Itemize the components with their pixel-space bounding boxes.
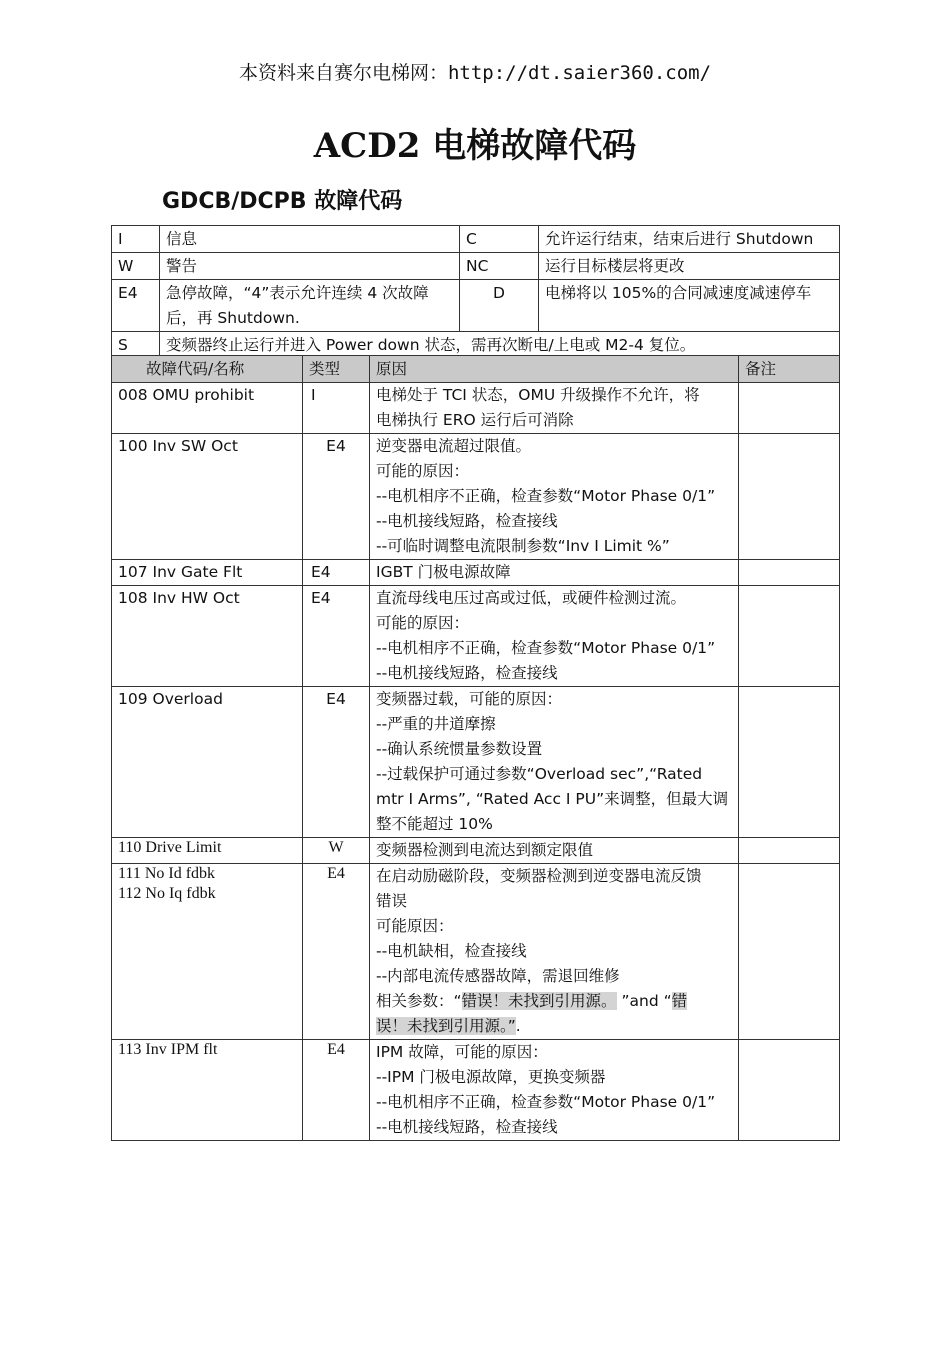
fault-code-line: 109 Overload: [118, 690, 223, 708]
table-header-row: [112, 356, 840, 383]
reason-line: 整不能超过 10%: [376, 815, 493, 833]
fault-reason: [370, 864, 739, 1040]
fault-code-line: 108 Inv HW Oct: [118, 589, 240, 607]
legend-row: [112, 226, 840, 253]
type-legend-table: [111, 225, 840, 359]
reason-line: 电梯处于 TCI 状态，OMU 升级操作不允许，将: [376, 386, 700, 404]
section-title: GDCB/DCPB 故障代码: [162, 189, 403, 214]
reason-line: --可临时调整电流限制参数“Inv I Limit %”: [376, 537, 670, 555]
table-row: [112, 560, 840, 586]
reference-error: 错: [671, 992, 688, 1010]
reason-line: --电机相序不正确，检查参数“Motor Phase 0/1”: [376, 487, 716, 505]
source-note: 本资料来自赛尔电梯网：http://dt.saier360.com/: [238, 62, 712, 84]
reason-text: .: [515, 1017, 521, 1035]
fault-note: [739, 586, 840, 687]
reason-line: IGBT 门极电源故障: [376, 563, 511, 581]
fault-note: [739, 864, 840, 1040]
legend-desc: 警告: [160, 253, 460, 280]
legend-desc: 允许运行结束，结束后进行 Shutdown: [539, 226, 840, 253]
fault-note: [739, 687, 840, 838]
table-row: [112, 864, 840, 1040]
fault-type: E4: [303, 1040, 370, 1141]
fault-note: [739, 838, 840, 864]
reason-line: --电机接线短路，检查接线: [376, 664, 558, 682]
fault-type: W: [303, 838, 370, 864]
reason-line: mtr I Arms”, “Rated Acc I PU”来调整，但最大调: [376, 790, 729, 808]
fault-note: [739, 383, 840, 434]
header-reason: 原因: [370, 356, 739, 383]
fault-code: [112, 687, 303, 838]
reason-line: --严重的井道摩擦: [376, 715, 496, 733]
reason-text: ”and “: [616, 992, 672, 1010]
reason-line: --电机接线短路，检查接线: [376, 1118, 558, 1136]
reason-line: --电机缺相，检查接线: [376, 942, 527, 960]
fault-code: [112, 434, 303, 560]
fault-type: E4: [303, 434, 370, 560]
fault-reason: [370, 687, 739, 838]
fault-code: [112, 864, 303, 1040]
reason-line: --过载保护可通过参数“Overload sec”,“Rated: [376, 765, 703, 783]
fault-code-table: [111, 355, 840, 1141]
reason-line: 变频器过载，可能的原因：: [376, 690, 563, 708]
reason-line: IPM 故障，可能的原因：: [376, 1043, 548, 1061]
fault-reason: [370, 1040, 739, 1141]
reason-line: 可能原因：: [376, 917, 454, 935]
header-type: 类型: [303, 356, 370, 383]
reason-line: --内部电流传感器故障，需退回维修: [376, 967, 620, 985]
reason-line: --电机相序不正确，检查参数“Motor Phase 0/1”: [376, 1093, 716, 1111]
fault-type: E4: [303, 586, 370, 687]
legend-desc: [160, 280, 460, 332]
fault-code: [112, 586, 303, 687]
reason-line: 直流母线电压过高或过低，或硬件检测过流。: [376, 589, 687, 607]
fault-code-line: 008 OMU prohibit: [118, 386, 255, 404]
legend-code: C: [460, 226, 539, 253]
fault-code: [112, 560, 303, 586]
fault-type: I: [303, 383, 370, 434]
legend-code: NC: [460, 253, 539, 280]
table-row: [112, 586, 840, 687]
fault-reason: [370, 383, 739, 434]
reference-error: 误！未找到引用源。”: [376, 1017, 516, 1035]
legend-desc: 变频器终止运行并进入 Power down 状态，需再次断电/上电或 M2-4 复位。: [160, 332, 840, 359]
reason-line: 错误: [376, 892, 408, 910]
legend-row: [112, 253, 840, 280]
reference-error: 错误！未找到引用源。: [461, 992, 617, 1010]
fault-note: [739, 434, 840, 560]
fault-code: [112, 383, 303, 434]
header-code: 故障代码/名称: [112, 356, 303, 383]
fault-code: [112, 1040, 303, 1141]
reason-line: --电机接线短路，检查接线: [376, 512, 558, 530]
fault-code-line: 100 Inv SW Oct: [118, 437, 238, 455]
reason-line: --IPM 门极电源故障，更换变频器: [376, 1068, 606, 1086]
fault-type: E4: [303, 560, 370, 586]
reason-line: 逆变器电流超过限值。: [376, 437, 532, 455]
reason-line: 可能的原因：: [376, 462, 470, 480]
reason-text: 相关参数：“: [376, 992, 462, 1010]
table-row: [112, 1040, 840, 1141]
legend-code: I: [112, 226, 160, 253]
table-row: [112, 383, 840, 434]
fault-type: E4: [303, 687, 370, 838]
fault-reason: [370, 560, 739, 586]
fault-note: [739, 1040, 840, 1141]
reason-line: --电机相序不正确，检查参数“Motor Phase 0/1”: [376, 639, 716, 657]
reason-line: --确认系统惯量参数设置: [376, 740, 543, 758]
legend-code: E4: [112, 280, 160, 332]
fault-reason: [370, 434, 739, 560]
legend-row: [112, 280, 840, 332]
fault-code-line: 111 No Id fdbk: [118, 865, 216, 882]
reason-line: 可能的原因：: [376, 614, 470, 632]
legend-desc-line: 后，再 Shutdown.: [166, 309, 300, 327]
fault-type: E4: [303, 864, 370, 1040]
fault-code-line: 113 Inv IPM flt: [118, 1041, 218, 1058]
fault-code-line: 110 Drive Limit: [118, 839, 222, 856]
fault-note: [739, 560, 840, 586]
legend-desc: 信息: [160, 226, 460, 253]
fault-code-rows: [112, 383, 840, 1141]
fault-code: [112, 838, 303, 864]
reason-line: [376, 989, 732, 1014]
legend-code: D: [460, 280, 539, 332]
legend-desc: 运行目标楼层将更改: [539, 253, 840, 280]
table-row: [112, 434, 840, 560]
reason-line: 电梯执行 ERO 运行后可消除: [376, 411, 574, 429]
header-note: 备注: [739, 356, 840, 383]
fault-code-line: 107 Inv Gate Flt: [118, 563, 243, 581]
fault-reason: [370, 586, 739, 687]
legend-code: W: [112, 253, 160, 280]
page-title: ACD2 电梯故障代码: [313, 126, 637, 166]
reason-line: 变频器检测到电流达到额定限值: [376, 841, 594, 859]
table-row: [112, 838, 840, 864]
legend-desc-line: 急停故障，“4”表示允许连续 4 次故障: [166, 284, 429, 302]
legend-desc: 电梯将以 105%的合同减速度减速停车: [539, 280, 840, 332]
fault-code-line: 112 No Iq fdbk: [118, 885, 216, 902]
fault-reason: [370, 838, 739, 864]
table-row: [112, 687, 840, 838]
legend-code: S: [112, 332, 160, 359]
reason-line: 在启动励磁阶段，变频器检测到逆变器电流反馈: [376, 867, 702, 885]
reason-line: [376, 1014, 732, 1039]
